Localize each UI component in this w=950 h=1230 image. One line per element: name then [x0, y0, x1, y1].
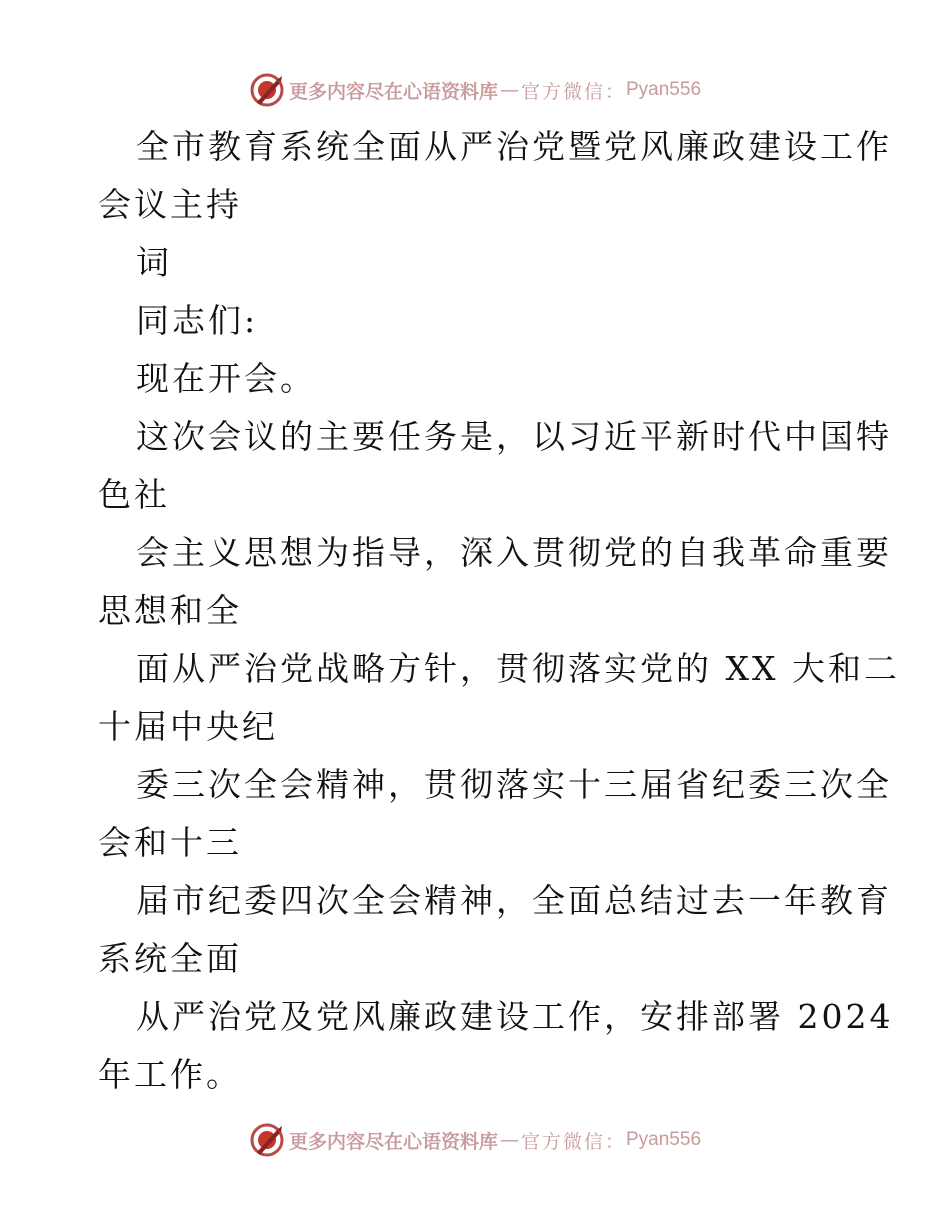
watermark-main-text: 更多内容尽在心语资料库	[288, 1130, 498, 1153]
text-line: 会议主持	[98, 185, 242, 224]
text-line: 会和十三	[98, 823, 242, 862]
text-line: 色社	[98, 475, 170, 514]
watermark-official-text: 官方微信：	[520, 1130, 626, 1153]
watermark-wechat-id: Pyan556	[626, 79, 702, 100]
text-line: 全市教育系统全面从严治党暨党风廉政建设工作	[136, 127, 892, 166]
watermark-dash: —	[499, 79, 519, 101]
text-line: 系统全面	[98, 939, 242, 978]
text-line: 会主义思想为指导，深入贯彻党的自我革命重要	[136, 533, 892, 572]
text-line: 同志们:	[136, 301, 259, 340]
watermark-dash: —	[499, 1129, 519, 1151]
text-line: 思想和全	[98, 591, 242, 630]
watermark-official-text: 官方微信：	[520, 80, 626, 103]
text-line: 从严治党及党风廉政建设工作，安排部署 2024	[136, 997, 894, 1036]
text-line: 年工作。	[98, 1055, 242, 1094]
text-line: 词	[136, 243, 172, 282]
text-line: 现在开会。	[136, 359, 316, 398]
text-line: 届市纪委四次全会精神，全面总结过去一年教育	[136, 881, 892, 920]
pen-logo-icon	[249, 72, 285, 108]
text-line: 这次会议的主要任务是，以习近平新时代中国特	[136, 417, 892, 456]
text-line: 十届中央纪	[98, 707, 278, 746]
document-body	[98, 118, 900, 1104]
text-line: 委三次全会精神，贯彻落实十三届省纪委三次全	[136, 765, 892, 804]
watermark-main-text: 更多内容尽在心语资料库	[288, 80, 498, 103]
watermark-banner-top	[0, 68, 950, 112]
pen-logo-icon	[249, 1122, 285, 1158]
watermark-wechat-id: Pyan556	[626, 1129, 702, 1150]
text-line: 面从严治党战略方针，贯彻落实党的 XX 大和二	[136, 649, 900, 688]
watermark-banner-bottom	[0, 1118, 950, 1162]
